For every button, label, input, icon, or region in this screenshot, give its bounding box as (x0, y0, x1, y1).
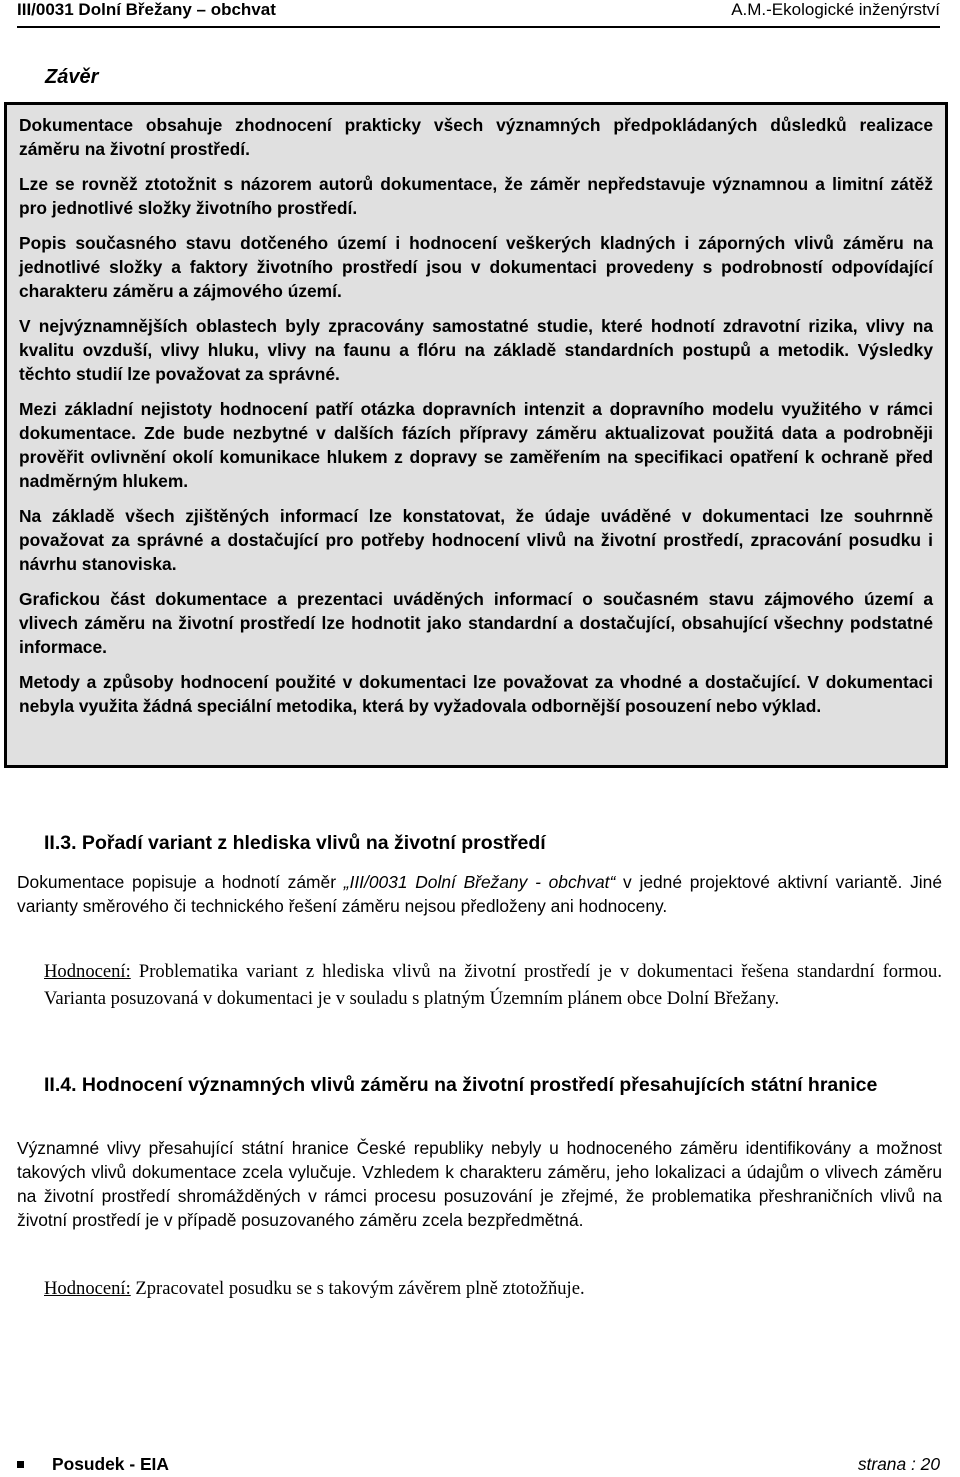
section-ii3-paragraph (17, 870, 942, 918)
square-bullet-icon (17, 1461, 24, 1468)
evaluation-label: Hodnocení: (44, 961, 131, 982)
conclusion-paragraph: Popis současného stavu dotčeného území i hodnocení veškerých kladných i záporných vlivů záměru na jednotlivé složky a faktory životního prostředí jsou v dokumentaci provedeny s podrobností odpovídající charakteru záměru a zájmového území. (19, 233, 933, 301)
evaluation-text: Zpracovatel posudku se s takovým závěrem plně ztotožňuje. (130, 1278, 585, 1299)
section-ii3-title: II.3. Pořadí variant z hlediska vlivů na životní prostředí (44, 832, 546, 854)
section-ii4-title: II.4. Hodnocení významných vlivů záměru na životní prostředí přesahujících státní hranice (44, 1074, 878, 1096)
conclusion-paragraph: Lze se rovněž ztotožnit s názorem autorů dokumentace, že záměr nepředstavuje významnou a limitní zátěž pro jednotlivé složky životního prostředí. (19, 174, 933, 218)
section-ii4-evaluation (44, 1275, 942, 1302)
conclusion-box (4, 102, 948, 768)
footer-document-type (17, 1454, 169, 1475)
conclusion-paragraph: V nejvýznamnějších oblastech byly zpracovány samostatné studie, které hodnotí zdravotní rizika, vlivy na kvalitu ovzduší, vlivy hluku, vlivy na faunu a flóru na základě standardních postupů a metodik. Výsledky těchto studií lze považovat za správné. (19, 316, 933, 384)
project-reference: „III/0031 Dolní Břežany - obchvat“ (343, 872, 616, 892)
conclusion-heading: Závěr (45, 66, 99, 88)
evaluation-label: Hodnocení: (44, 1278, 131, 1299)
section-ii4-paragraph: Významné vlivy přesahující státní hranice České republiky nebyly u hodnoceného záměru identifikovány a možnost takových vlivů dokumentace zcela vylučuje. Vzhledem k charakteru záměru, jeho lokalizaci a údajům o vlivech záměru na životní prostředí shromážděných v rámci procesu posuzování je zřejmé, že problematika přeshraničních vlivů na životní prostředí je v případě posuzovaného záměru zcela bezpředmětná. (17, 1138, 942, 1230)
conclusion-paragraph: Na základě všech zjištěných informací lze konstatovat, že údaje uváděné v dokumentaci lze souhrnně považovat za správné a dostačující pro potřeby hodnocení vlivů na životní prostředí, zpracování posudku i návrhu stanoviska. (19, 506, 933, 574)
section-ii3-text-end: v jedné projektové aktivní variantě. Jiné varianty směrového či technického řešení záměru nejsou předloženy ani hodnoceny. (17, 872, 942, 916)
page-footer (17, 1451, 940, 1477)
conclusion-paragraph: Mezi základní nejistoty hodnocení patří otázka dopravních intenzit a dopravního modelu využitého v rámci dokumentace. Zde bude nezbytné v dalších fázích přípravy záměru aktualizovat použitá data a podrobněji prověřit ovlivnění okolí komunikace hlukem z dopravy se zaměřením na specifikaci opatření k ochraně před nadměrným hlukem. (19, 399, 933, 491)
header-project-title: III/0031 Dolní Břežany – obchvat (17, 0, 276, 19)
page-header (17, 0, 940, 28)
footer-label: Posudek - EIA (52, 1453, 169, 1474)
conclusion-paragraph: Grafickou část dokumentace a prezentaci uváděných informací o současném stavu zájmového území a vlivech záměru na životní prostředí lze hodnotit jako standardní a dostačující, obsahující všechny podstatné informace. (19, 589, 933, 657)
evaluation-text: Problematika variant z hlediska vlivů na životní prostředí je v dokumentaci řešena standardní formou. Varianta posuzovaná v dokumentaci je v souladu s platným Územním plánem obce Dolní Břežany. (44, 961, 942, 1009)
header-company: A.M.-Ekologické inženýrství (731, 0, 940, 19)
section-ii3-text-start: Dokumentace popisuje a hodnotí záměr (17, 872, 344, 892)
conclusion-paragraph: Metody a způsoby hodnocení použité v dokumentaci lze považovat za vhodné a dostačující. V dokumentaci nebyla využita žádná speciální metodika, která by vyžadovala odbornější posouzení nebo výklad. (19, 672, 933, 716)
section-ii3-evaluation (44, 958, 942, 1012)
conclusion-paragraph: Dokumentace obsahuje zhodnocení prakticky všech významných předpokládaných důsledků realizace záměru na životní prostředí. (19, 115, 933, 159)
page-number: strana : 20 (857, 1453, 940, 1474)
